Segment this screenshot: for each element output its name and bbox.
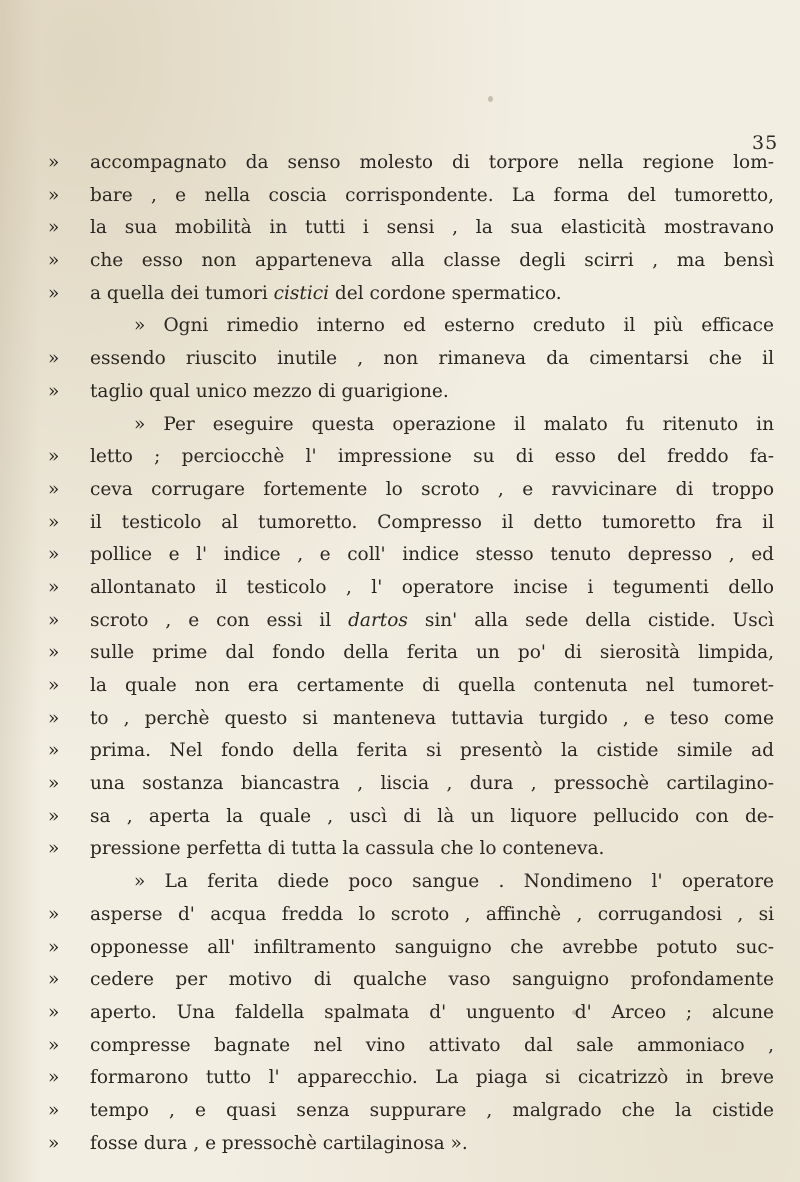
text-line (48, 1062, 774, 1095)
guillemet-marker: » (48, 969, 60, 991)
line-text: sa , aperta la quale , uscì di là un liquore pellucido con de- (90, 805, 774, 827)
line-text: accompagnato da senso molesto di torpore nella regione lom- (90, 152, 774, 173)
line-text: sulle prime dal fondo della ferita un po' di sierosità limpida, (90, 642, 774, 664)
line-text: to , perchè questo si manteneva tuttavia turgido , e teso come (90, 707, 774, 729)
text-line (48, 278, 774, 311)
guillemet-marker: » (48, 446, 60, 468)
text-line (48, 866, 774, 899)
line-text: opponesse all' infiltramento sanguigno che avrebbe potuto suc- (90, 936, 774, 958)
line-text: letto ; perciocchè l' impressione su di esso del freddo fa- (90, 446, 774, 468)
guillemet-marker: » (48, 1067, 60, 1089)
text-line (48, 670, 774, 703)
guillemet-marker: » (48, 250, 60, 272)
line-text: una sostanza biancastra , liscia , dura , pressochè cartilagino- (90, 773, 774, 795)
line-text: tempo , e quasi senza suppurare , malgrado che la cistide (90, 1099, 774, 1121)
guillemet-marker: » (48, 1099, 60, 1121)
line-text-part: a quella dei tumori (90, 282, 274, 304)
text-line (48, 180, 774, 213)
text-line (48, 376, 774, 409)
line-text: la sua mobilità in tutti i sensi , la sua elasticità mostravano (90, 217, 774, 239)
paper-spot (488, 96, 493, 102)
guillemet-marker: » (48, 576, 60, 598)
text-line (48, 1095, 774, 1128)
text-line (48, 441, 774, 474)
text-line (48, 507, 774, 540)
guillemet-marker: » (48, 740, 60, 762)
guillemet-marker: » (48, 903, 60, 925)
line-text: asperse d' acqua fredda lo scroto , affinchè , corrugandosi , si (90, 903, 774, 925)
italic-term: dartos (348, 609, 408, 631)
line-text (90, 605, 774, 638)
guillemet-marker: » (48, 478, 60, 500)
guillemet-marker: » (48, 1034, 60, 1056)
guillemet-marker: » (48, 217, 60, 239)
guillemet-marker: » (48, 609, 60, 631)
line-text: pressione perfetta di tutta la cassula che lo conteneva. (90, 838, 605, 860)
line-text: essendo riuscito inutile , non rimaneva da cimentarsi che il (90, 348, 774, 370)
text-line (48, 637, 774, 670)
body-text (48, 147, 774, 1160)
guillemet-marker: » (48, 282, 60, 304)
guillemet-marker: » (48, 544, 60, 566)
line-text: compresse bagnate nel vino attivato dal sale ammoniaco , (90, 1034, 774, 1056)
page-number: 35 (752, 132, 779, 154)
line-text: taglio qual unico mezzo di guarigione. (90, 380, 449, 402)
guillemet-marker: » (48, 152, 60, 173)
line-text-part: scroto , e con essi il (90, 609, 349, 631)
text-line (48, 735, 774, 768)
line-text: il testicolo al tumoretto. Compresso il detto tumoretto fra il (90, 511, 774, 533)
text-line (48, 997, 774, 1030)
guillemet-marker: » (48, 511, 60, 533)
guillemet-marker: » (48, 773, 60, 795)
text-line (48, 147, 774, 180)
line-text: » Ogni rimedio interno ed esterno creduto il più efficace (134, 315, 774, 337)
line-text: cedere per motivo di qualche vaso sanguigno profondamente (90, 969, 774, 991)
guillemet-marker: » (48, 642, 60, 664)
line-text: ceva corrugare fortemente lo scroto , e ravvicinare di troppo (90, 478, 774, 500)
line-text: formarono tutto l' apparecchio. La piaga si cicatrizzò in breve (90, 1067, 774, 1089)
line-text: prima. Nel fondo della ferita si presentò la cistide simile ad (90, 740, 774, 762)
text-line (48, 605, 774, 638)
text-line (48, 833, 774, 866)
text-line (48, 245, 774, 278)
text-line (48, 932, 774, 965)
line-text-part: del cordone spermatico. (329, 282, 562, 304)
guillemet-marker: » (48, 184, 60, 206)
line-text (90, 278, 774, 311)
line-text: » Per eseguire questa operazione il malato fu ritenuto in (134, 413, 774, 435)
line-text: » La ferita diede poco sangue . Nondimeno l' operatore (134, 871, 774, 893)
text-line (48, 964, 774, 997)
text-line (48, 343, 774, 376)
text-line (48, 539, 774, 572)
guillemet-marker: » (48, 675, 60, 696)
line-text: aperto. Una faldella spalmata d' unguento d' Arceo ; alcune (90, 1001, 774, 1023)
text-line (48, 899, 774, 932)
line-text: che esso non apparteneva alla classe degli scirri , ma bensì (90, 250, 774, 272)
guillemet-marker: » (48, 838, 60, 860)
line-text-part: sin' alla sede della cistide. Uscì (407, 609, 774, 631)
text-line (48, 1128, 774, 1161)
line-text: pollice e l' indice , e coll' indice stesso tenuto depresso , ed (90, 544, 774, 566)
guillemet-marker: » (48, 1132, 60, 1154)
text-line (48, 1030, 774, 1063)
guillemet-marker: » (48, 380, 60, 402)
guillemet-marker: » (48, 1001, 60, 1023)
line-text: la quale non era certamente di quella contenuta nel tumoret- (90, 675, 774, 696)
guillemet-marker: » (48, 707, 60, 729)
text-line (48, 212, 774, 245)
line-text: bare , e nella coscia corrispondente. La forma del tumoretto, (90, 184, 774, 206)
text-line (48, 310, 774, 343)
text-line (48, 801, 774, 834)
text-line (48, 572, 774, 605)
guillemet-marker: » (48, 348, 60, 370)
line-text: allontanato il testicolo , l' operatore incise i tegumenti dello (90, 576, 774, 598)
text-line (48, 703, 774, 736)
guillemet-marker: » (48, 805, 60, 827)
text-line (48, 474, 774, 507)
italic-term: cistici (273, 282, 330, 304)
line-text: fosse dura , e pressochè cartilaginosa ». (90, 1132, 468, 1154)
text-line (48, 409, 774, 442)
guillemet-marker: » (48, 936, 60, 958)
text-line (48, 768, 774, 801)
